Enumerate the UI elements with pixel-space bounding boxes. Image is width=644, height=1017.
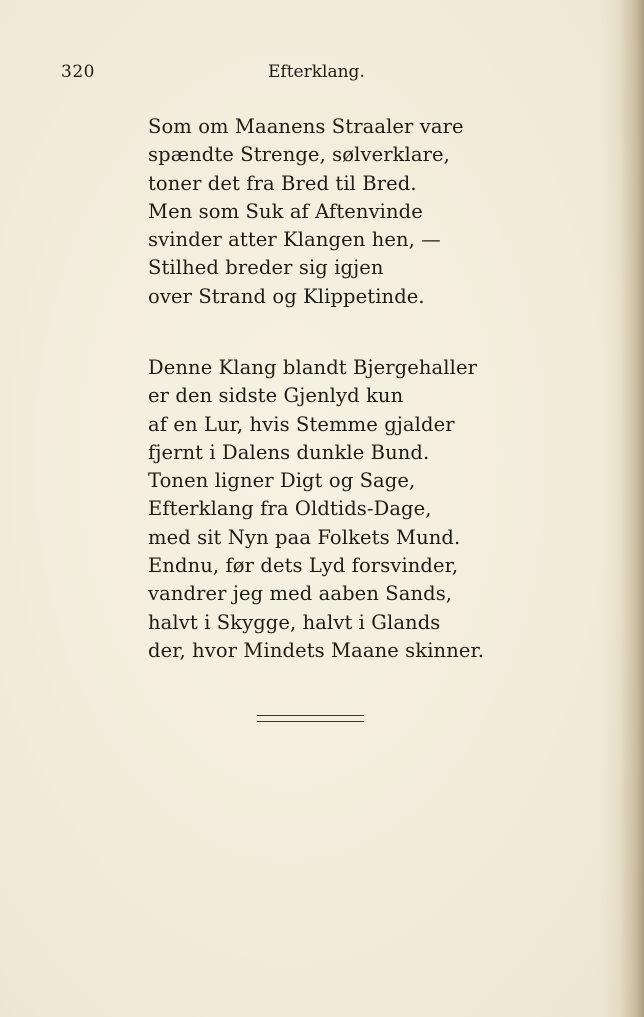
- verse-line: vandrer jeg med aaben Sands,: [148, 582, 453, 606]
- verse-line: med sit Nyn paa Folkets Mund.: [148, 525, 461, 549]
- end-rule-divider: [257, 715, 364, 722]
- verse-line: Men som Suk af Aftenvinde: [148, 199, 423, 223]
- verse-line: Som om Maanens Straaler vare: [148, 115, 464, 138]
- verse-line: svinder atter Klangen hen, —: [148, 228, 441, 252]
- verse-line: halvt i Skygge, halvt i Glands: [148, 610, 441, 634]
- running-title: Efterklang.: [268, 62, 365, 82]
- verse-line: toner det fra Bred til Bred.: [148, 171, 417, 195]
- verse-line: Efterklang fra Oldtids-Dage,: [148, 497, 432, 521]
- verse-line: der, hvor Mindets Maane skinner.: [148, 638, 485, 662]
- verse-line: Denne Klang blandt Bjergehaller: [148, 356, 478, 379]
- running-head: [0, 62, 644, 86]
- stanza-2: [148, 354, 484, 665]
- verse-line: Tonen ligner Digt og Sage,: [148, 469, 416, 493]
- stanza-1: [148, 113, 464, 311]
- verse-line: Endnu, før dets Lyd forsvinder,: [148, 554, 459, 578]
- verse-line: er den sidste Gjenlyd kun: [148, 384, 404, 408]
- verse-line: spændte Strenge, sølverklare,: [148, 143, 450, 167]
- verse-line: over Strand og Klippetinde.: [148, 284, 425, 308]
- verse-line: fjernt i Dalens dunkle Bund.: [148, 440, 430, 464]
- page-number: 320: [61, 62, 95, 82]
- verse-line: Stilhed breder sig igjen: [148, 256, 384, 280]
- verse-line: af en Lur, hvis Stemme gjalder: [148, 412, 455, 436]
